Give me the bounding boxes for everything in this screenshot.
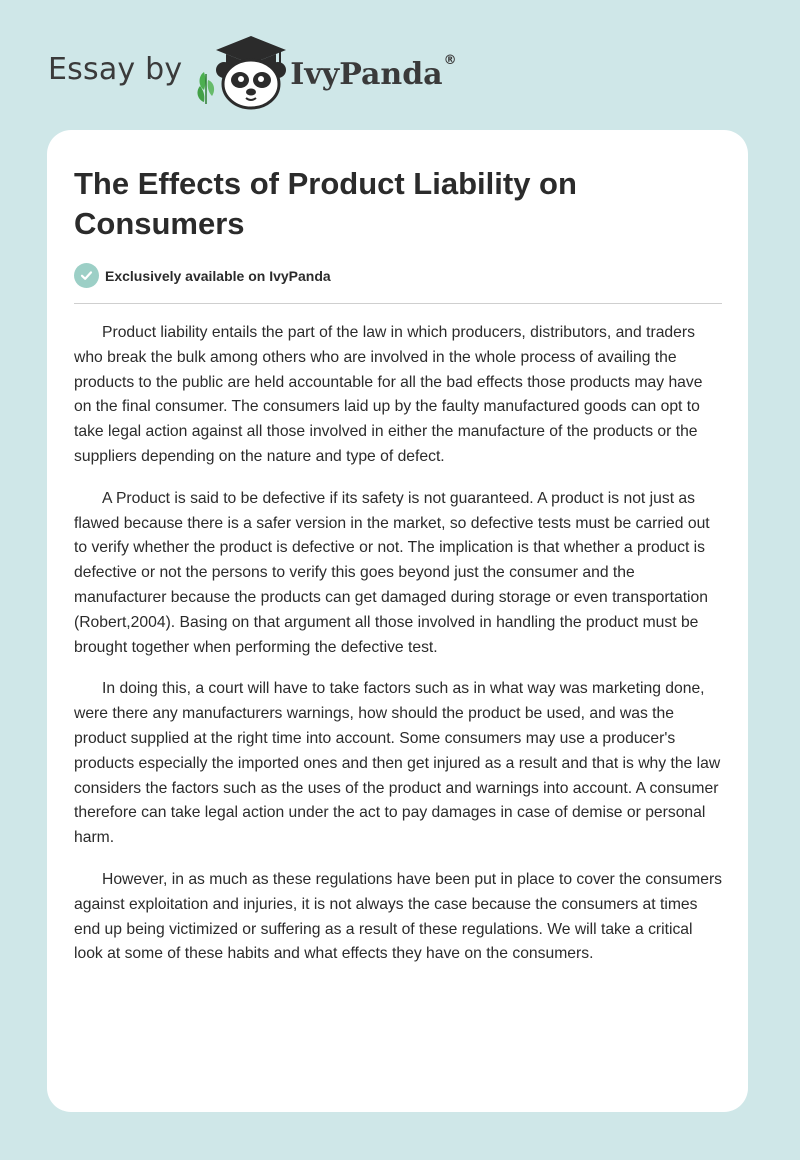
brand-prefix: Essay by (48, 51, 183, 87)
panda-logo-icon (196, 34, 288, 110)
brand-name: IvyPanda® (290, 52, 457, 92)
exclusive-badge-text: Exclusively available on IvyPanda (105, 267, 331, 284)
essay-card (47, 130, 748, 1112)
title-divider (74, 303, 722, 304)
essay-title: The Effects of Product Liability on Consumers (74, 166, 577, 241)
paragraph: A Product is said to be defective if its safety is not guaranteed. A product is not just as flawed because there is a safer version in the market, so defective tests must be carried out to verify whether the product is defective or not. The implication is that whether a product is defective or not the persons to verify this goes beyond just the consumer and the manufacturer because the products can get damaged during storage or even transportation (Robert,2004). Basing on that argument all those involved in handling the product must be brought together when performing the defective test. (74, 489, 710, 656)
registered-mark: ® (443, 52, 457, 68)
brand-header[interactable] (48, 34, 457, 110)
paragraph: However, in as much as these regulations have been put in place to cover the consumers against exploitation and injuries, it is not always the case because the consumers at times end up being victimized or suffering as a result of these regulations. We will take a critical look at some of these habits and what effects they have on the consumers. (74, 870, 723, 963)
essay-body (74, 321, 722, 984)
check-circle-icon (74, 263, 99, 288)
exclusive-badge (74, 263, 331, 288)
paragraph: Product liability entails the part of the law in which producers, distributors, and traders who break the bulk among others who are involved in the whole process of availing the products to the public are held accountable for all the bad effects those products may have on the final consumer. The consumers laid up by the faulty manufactured goods can opt to take legal action against all those involved in either the manufacture of the products or the suppliers depending on the nature and type of defect. (74, 324, 703, 465)
paragraph: In doing this, a court will have to take factors such as in what way was marketing done, were there any manufacturers warnings, how should the product be used, and was the product supplied at the right time into account. Some consumers may use a producer's products especially the imported ones and then get injured as a result and that is why the law considers the factors such as the uses of the product and warnings into account. A consumer therefore can take legal action under the act to pay damages in case of demise or personal harm. (74, 680, 721, 847)
